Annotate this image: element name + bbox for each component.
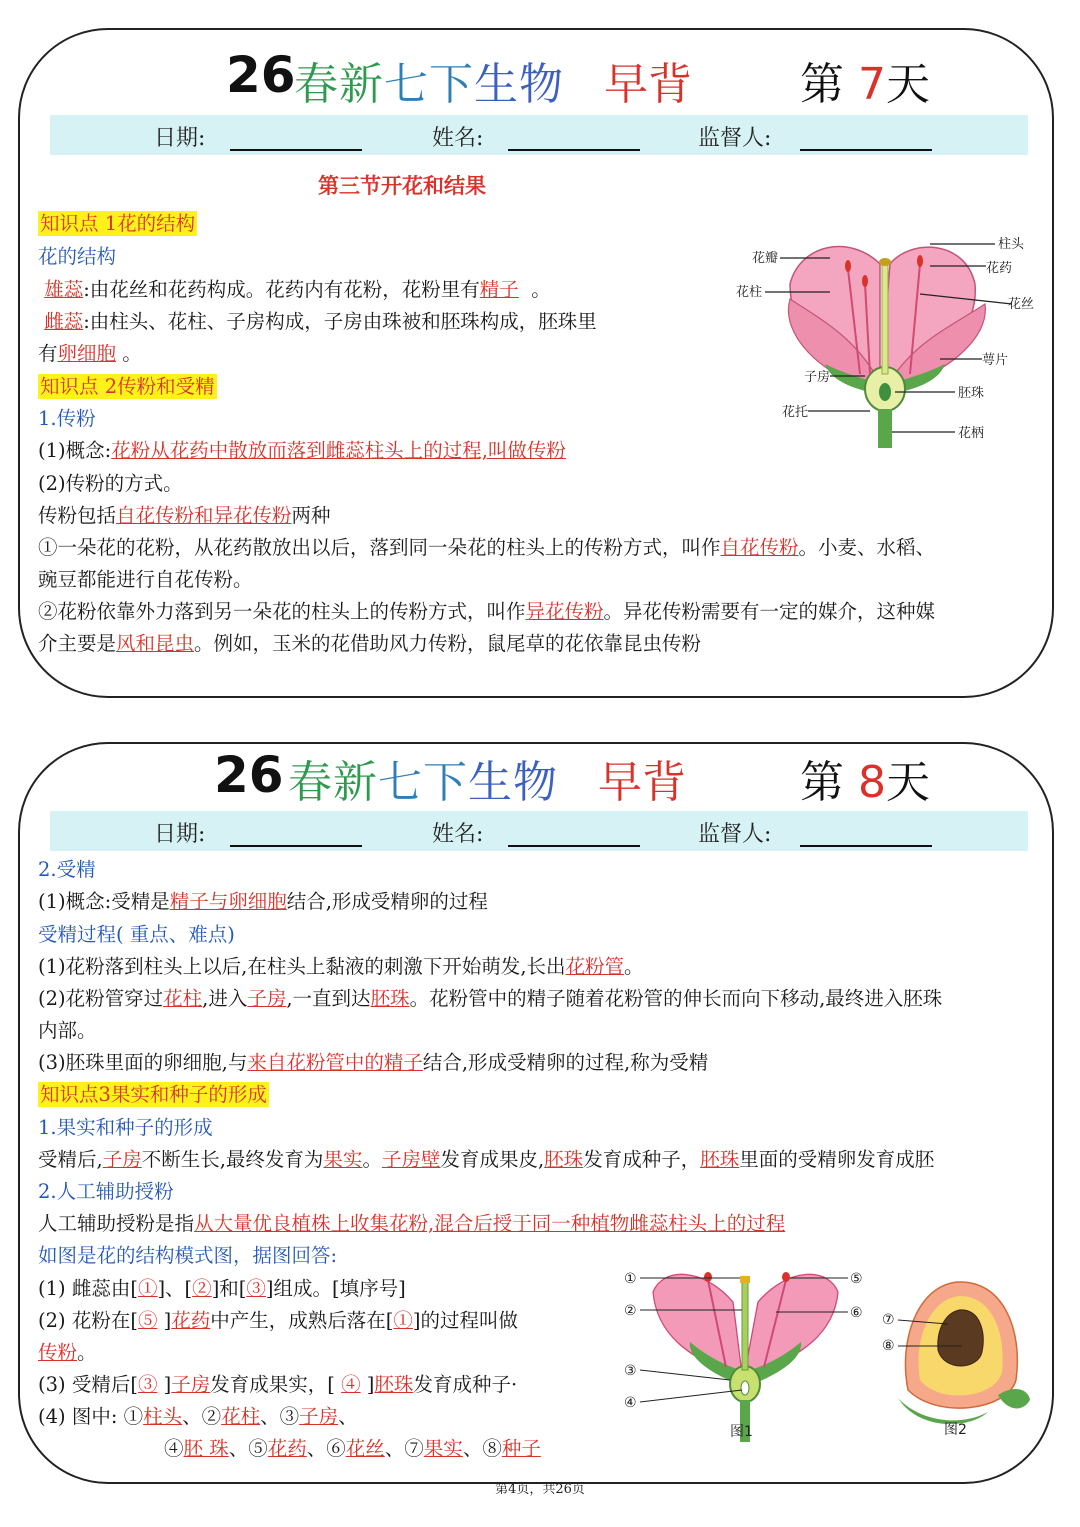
name-blank[interactable]: [508, 149, 640, 151]
label-petal: 花瓣: [752, 251, 779, 266]
page-footer: 第4页，共26页: [495, 1482, 585, 1497]
stamen-line: 雄蕊:由花丝和花药构成。花药内有花粉，花粉里有精子 。: [44, 278, 551, 301]
supervisor-label: 监督人:: [698, 822, 772, 847]
anther-1: [845, 260, 851, 272]
fruit-heading: 1.果实和种子的形成: [38, 1116, 213, 1139]
date-label: 日期:: [154, 126, 206, 151]
label-stigma: 柱头: [998, 237, 1025, 252]
process-step-2: (2)花粉管穿过花柱,进入子房,一直到达胚珠。花粉管中的精子随着花粉管的伸长而向下移动,最终进入胚珠: [38, 987, 943, 1010]
title-zaobei: 早背: [604, 59, 692, 110]
fig1-petal-right: [743, 1274, 838, 1382]
fig2-caption: 图2: [944, 1422, 967, 1438]
ways-line: (2)传粉的方式。: [38, 472, 183, 495]
question-2: (2) 花粉在[⑤ ]花药中产生，成熟后落在[①]的过程叫做: [38, 1309, 519, 1332]
label-anther: 花药: [986, 261, 1013, 276]
self-pollination-line: ①一朵花的花粉，从花药散放出以后，落到同一朵花的柱头上的传粉方式，叫作自花传粉。小麦、水稻、: [38, 536, 936, 559]
label-sepal: 萼片: [982, 353, 1009, 368]
fig1-num-1: ①: [624, 1271, 637, 1287]
day8-info-bar: [50, 811, 1028, 851]
supervisor-blank[interactable]: [800, 845, 932, 847]
date-label: 日期:: [154, 822, 206, 847]
name-blank[interactable]: [508, 845, 640, 847]
fig1-style: [742, 1282, 748, 1370]
flower-structure-heading: 花的结构: [38, 245, 117, 268]
pedicel-shape: [878, 409, 892, 448]
style-shape: [882, 264, 888, 374]
fig1-num-4: ④: [624, 1395, 637, 1411]
cross-pollination-line-2: 介主要是风和昆虫。例如，玉米的花借助风力传粉，鼠尾草的花依靠昆虫传粉: [38, 632, 702, 655]
fig1-ovule: [741, 1381, 749, 1395]
supervisor-label: 监督人:: [698, 126, 772, 151]
process-heading: 受精过程( 重点、难点): [38, 923, 235, 946]
process-step-2-line-2: 内部。: [38, 1019, 97, 1042]
section-title: 第三节开花和结果: [318, 173, 486, 198]
fruit-line: 受精后,子房不断生长,最终发育为果实。子房壁发育成果皮,胚珠发育成种子，胚珠里面的受精卵发育成胚: [38, 1148, 935, 1171]
fig1-num-6: ⑥: [850, 1305, 863, 1321]
label-style: 花柱: [736, 285, 763, 300]
figure-2-fruit-diagram: [878, 1270, 1038, 1440]
knowledge-point-2: 知识点 2传粉和受精: [40, 375, 215, 398]
fig2-num-7: ⑦: [882, 1312, 895, 1328]
supervisor-blank[interactable]: [800, 149, 932, 151]
name-label: 姓名:: [432, 822, 484, 847]
question-4: (4) 图中: ①柱头、②花柱、③子房、: [38, 1405, 358, 1428]
title-main: 春新七下生物: [294, 59, 564, 110]
knowledge-point-1: 知识点 1花的结构: [40, 212, 196, 235]
pollination-heading: 1.传粉: [38, 407, 96, 430]
fig1-petal-left: [653, 1274, 743, 1382]
question-3: (3) 受精后[③ ]子房发育成果实，[ ④ ]胚珠发育成种子·: [38, 1373, 518, 1396]
date-blank[interactable]: [230, 149, 362, 151]
question-2-line-2: 传粉。: [38, 1341, 97, 1364]
pistil-line-2: 有卵细胞 。: [38, 342, 142, 365]
question-1: (1) 雌蕊由[①]、[②]和[③]组成。[填序号]: [38, 1277, 406, 1300]
label-pedicel: 花柄: [958, 426, 985, 441]
anther-2: [917, 255, 923, 267]
include-line: 传粉包括自花传粉和异花传粉两种: [38, 504, 331, 527]
title-year: 26: [226, 46, 296, 104]
fig2-num-8: ⑧: [882, 1338, 895, 1354]
fig1-num-2: ②: [624, 1303, 637, 1319]
anther-3: [862, 275, 868, 287]
day7-info-bar: [50, 115, 1028, 155]
pistil-line: 雌蕊:由柱头、花柱、子房构成，子房由珠被和胚珠构成，胚珠里: [44, 310, 597, 333]
date-blank[interactable]: [230, 845, 362, 847]
fig1-anther-1: [704, 1272, 712, 1282]
process-step-3: (3)胚珠里面的卵细胞,与来自花粉管中的精子结合,形成受精卵的过程,称为受精: [38, 1051, 709, 1074]
stigma-shape: [879, 258, 891, 266]
fig1-num-3: ③: [624, 1363, 637, 1379]
artificial-heading: 2.人工辅助授粉: [38, 1180, 174, 1203]
process-step-1: (1)花粉落到柱头上以后,在柱头上黏液的刺激下开始萌发,长出花粉管。: [38, 955, 644, 978]
fig1-anther-2: [782, 1272, 790, 1282]
label-ovule: 胚珠: [958, 386, 985, 401]
title-zaobei: 早背: [598, 757, 686, 808]
cross-pollination-line: ②花粉依靠外力落到另一朵花的柱头上的传粉方式，叫作异花传粉。异花传粉需要有一定的媒介，这种媒: [38, 600, 936, 623]
fertilization-heading: 2.受精: [38, 858, 96, 881]
fertilization-concept: (1)概念:受精是精子与卵细胞结合,形成受精卵的过程: [38, 890, 488, 913]
figure-1-flower-diagram: [618, 1252, 868, 1442]
label-ovary: 子房: [804, 370, 831, 385]
label-receptacle: 花托: [782, 405, 809, 420]
concept-line: (1)概念:花粉从花药中散放而落到雌蕊柱头上的过程,叫做传粉: [38, 439, 566, 462]
ovule-shape: [879, 383, 891, 401]
name-label: 姓名:: [432, 126, 484, 151]
knowledge-point-3: 知识点3果实和种子的形成: [40, 1083, 267, 1106]
title-year: 26: [214, 746, 284, 804]
title-day: 第 7天: [800, 59, 930, 110]
question-4-line-2: ④胚 珠、⑤花药、⑥花丝、⑦果实、⑧种子: [164, 1437, 541, 1460]
label-filament: 花丝: [1008, 297, 1035, 312]
artificial-line: 人工辅助授粉是指从大量优良植株上收集花粉,混合后授于同一种植物雌蕊柱头上的过程: [38, 1212, 786, 1235]
fig1-caption: 图1: [730, 1424, 753, 1440]
self-pollination-line-2: 豌豆都能进行自花传粉。: [38, 568, 253, 591]
title-main: 春新七下生物: [288, 757, 558, 808]
fig1-stigma: [740, 1276, 750, 1283]
title-day: 第 8天: [800, 757, 930, 808]
question-heading: 如图是花的结构模式图，据图回答:: [38, 1244, 338, 1267]
fig1-num-5: ⑤: [850, 1271, 863, 1287]
flower-structure-diagram: [730, 224, 1040, 448]
